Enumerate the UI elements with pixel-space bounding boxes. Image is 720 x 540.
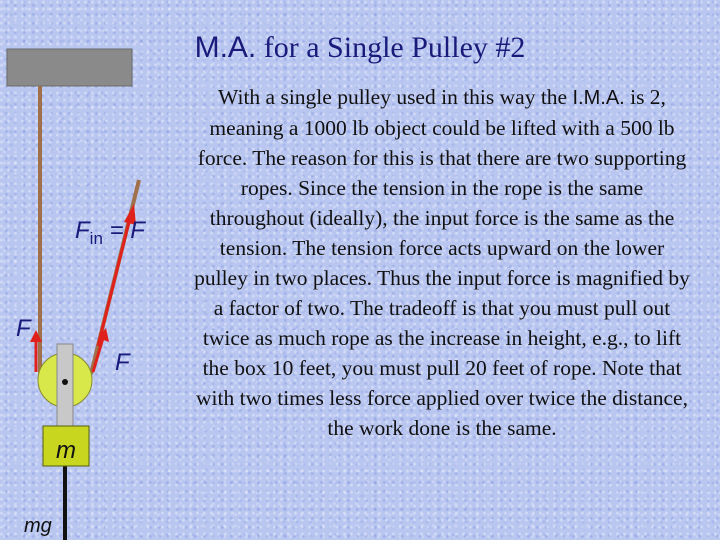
input-force-symbol: F (75, 217, 90, 244)
input-force-subscript: in (89, 229, 103, 248)
left-rope (38, 86, 42, 374)
left-force-label: F (16, 315, 31, 342)
pulley-axle (62, 379, 68, 385)
right-force-label: F (115, 349, 130, 376)
ceiling-bar (7, 49, 132, 86)
body-text-part-1: With a single pulley used in this way the (218, 85, 573, 109)
mass-label: m (56, 437, 76, 464)
input-force-label (75, 217, 146, 248)
body-ima-term: I.M.A. (572, 87, 625, 109)
weight-label: mg (24, 515, 52, 537)
slide-body-text (193, 82, 691, 443)
pulley-diagram (0, 0, 200, 540)
body-text-part-2: is 2, meaning a 1000 lb object could be lifted with a 500 lb force. The reason for this is that there are two supporting ropes. Since the tension in the rope is the same throughout (ideally), the input force is the same as the tension. The tension force acts upward on the lower pulley in two places. Thus the input force is magnified by a factor of two. The tradeoff is that you must pull out twice as much rope as the increase in height, e.g., to lift the box 10 feet, you must pull 20 feet of rope. Note that with two times less force applied over twice the distance, the work done is the same. (194, 85, 690, 440)
title-rest: for a Single Pulley #2 (256, 31, 526, 64)
input-force-equals: = F (102, 217, 145, 244)
title-ma: M.A. (194, 31, 257, 64)
